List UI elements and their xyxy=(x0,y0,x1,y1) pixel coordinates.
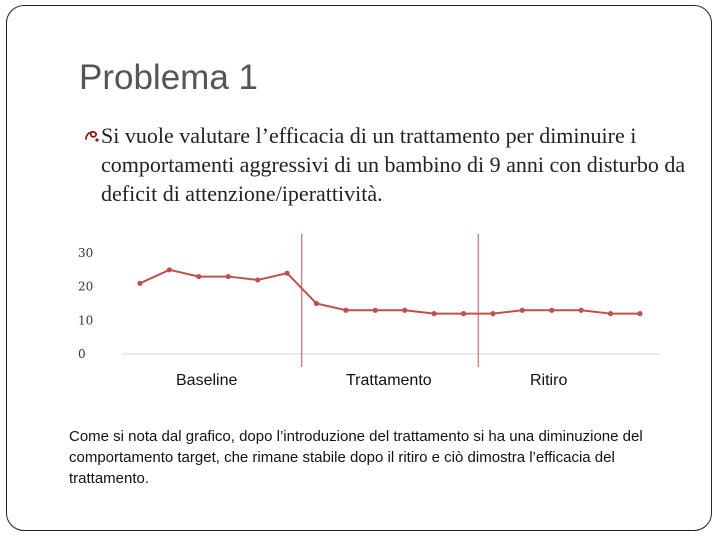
swirl-bullet-icon xyxy=(84,127,100,143)
phase-change-lines xyxy=(302,234,478,367)
data-point xyxy=(314,301,319,306)
data-point xyxy=(579,308,584,313)
phase-label-trattamento: Trattamento xyxy=(346,372,432,389)
data-point xyxy=(520,308,525,313)
line-chart xyxy=(70,232,670,367)
data-point xyxy=(167,267,172,272)
data-point xyxy=(284,271,289,276)
phase-label-ritiro: Ritiro xyxy=(530,372,568,389)
data-point xyxy=(461,311,466,316)
data-point xyxy=(490,311,495,316)
data-points xyxy=(137,267,642,316)
phase-label-baseline: Baseline xyxy=(176,372,238,389)
data-point xyxy=(255,277,260,282)
y-tick-label: 0 xyxy=(78,347,86,361)
bullet-paragraph xyxy=(84,121,694,208)
data-point xyxy=(343,308,348,313)
data-point xyxy=(373,308,378,313)
y-tick-label: 20 xyxy=(78,279,94,294)
data-point xyxy=(608,311,613,316)
data-point xyxy=(402,308,407,313)
y-tick-label: 10 xyxy=(78,313,94,328)
y-axis-ticks xyxy=(78,246,93,361)
data-point xyxy=(226,274,231,279)
slide-title: Problema 1 xyxy=(79,58,258,97)
conclusion-caption: Come si nota dal grafico, dopo l’introduzione del trattamento si ha una diminuzione del comportamento target, che rimane stabile dopo il ritiro e ciò dimostra l’efficacia del trattamento. xyxy=(69,428,643,487)
data-point xyxy=(196,274,201,279)
y-tick-label: 30 xyxy=(78,246,94,260)
data-point xyxy=(137,281,142,286)
data-point xyxy=(549,308,554,313)
series-line xyxy=(140,270,640,314)
data-point xyxy=(432,311,437,316)
bullet-text: Si vuole valutare l’efficacia di un trattamento per diminuire i comportamenti aggressivi di un bambino di 9 anni con disturbo da deficit di attenzione/iperattività. xyxy=(101,123,686,206)
data-point xyxy=(637,311,642,316)
